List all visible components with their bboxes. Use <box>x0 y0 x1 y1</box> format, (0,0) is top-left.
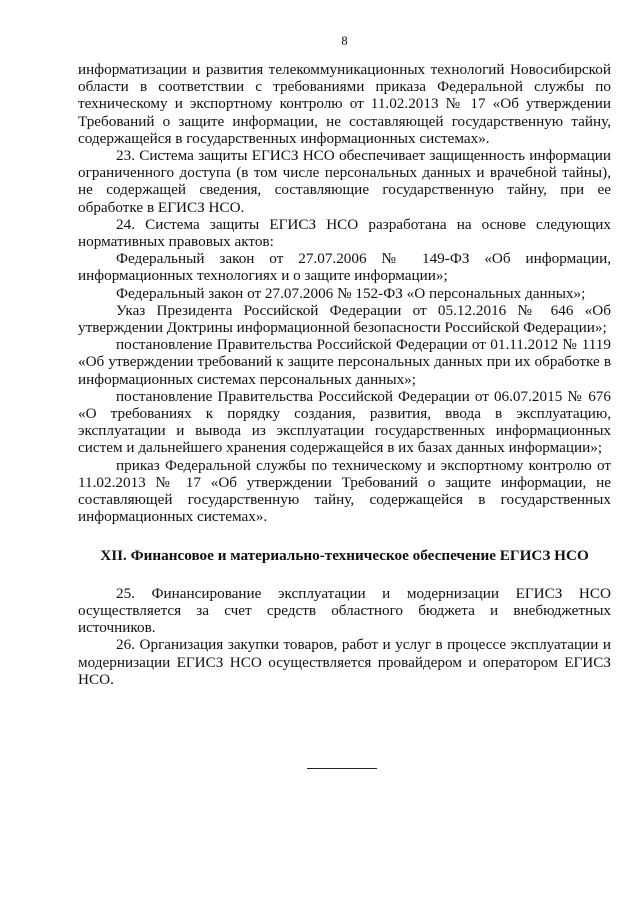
legal-act-government-resolution-1119: постановление Правительства Российской Федерации от 01.11.2012 № 1119 «Об утверждении требований к защите персональных данных при их обработке в информационных системах персональных данных»; <box>78 336 611 388</box>
paragraph-24: 24. Система защиты ЕГИСЗ НСО разработана на основе следующих нормативных правовых актов: <box>78 215 611 251</box>
document-body <box>78 61 611 688</box>
paragraph-25: 25. Финансирование эксплуатации и модернизации ЕГИСЗ НСО осуществляется за счет средств областного бюджета и внебюджетных источников. <box>78 584 611 637</box>
legal-act-federal-law-152: Федеральный закон от 27.07.2006 № 152-ФЗ «О персональных данных»; <box>116 284 586 302</box>
section-heading: XII. Финансовое и материально-техническое обеспечение ЕГИСЗ НСО <box>100 547 589 565</box>
legal-act-government-resolution-676: постановление Правительства Российской Федерации от 06.07.2015 № 676 «О требованиях к порядку создания, развития, ввода в эксплуатацию, эксплуатации и вывода из эксплуатации государственных информационных систем и дальнейшего хранения содержащейся в их базах данных информации»; <box>78 387 611 457</box>
legal-act-fstec-order-17: приказ Федеральной службы по техническому и экспортному контролю от 11.02.2013 № 17 «Об утверждении Требований о защите информации, не составляющей государственную тайну, содержащейся в государственных информационных системах». <box>78 456 611 526</box>
end-of-document-rule <box>307 768 377 769</box>
legal-act-presidential-decree-646: Указ Президента Российской Федерации от 05.12.2016 № 646 «Об утверждении Доктрины информационной безопасности Российской Федерации»; <box>78 301 611 337</box>
paragraph-26: 26. Организация закупки товаров, работ и услуг в процессе эксплуатации и модернизации ЕГИСЗ НСО осуществляется провайдером и оператором ЕГИСЗ НСО. <box>78 636 611 688</box>
page-number: 8 <box>341 34 348 48</box>
paragraph-23: 23. Система защиты ЕГИСЗ НСО обеспечивает защищенность информации ограниченного доступа (в том числе персональных данных и врачебной тайны), не содержащей сведения, составляющие государственную тайну, при ее обработке в ЕГИСЗ НСО. <box>78 147 611 216</box>
paragraph-continuation: информатизации и развития телекоммуникационных технологий Новосибирской области в соответствии с требованиями приказа Федеральной службы по техническому и экспортному контролю от 11.02.2013 № 17 «Об утверждении Требований о защите информации, не составляющей государственную тайну, содержащейся в государственных информационных системах». <box>78 61 611 147</box>
legal-act-federal-law-149: Федеральный закон от 27.07.2006 № 149-ФЗ «Об информации, информационных технологиях и о защите информации»; <box>78 250 611 285</box>
